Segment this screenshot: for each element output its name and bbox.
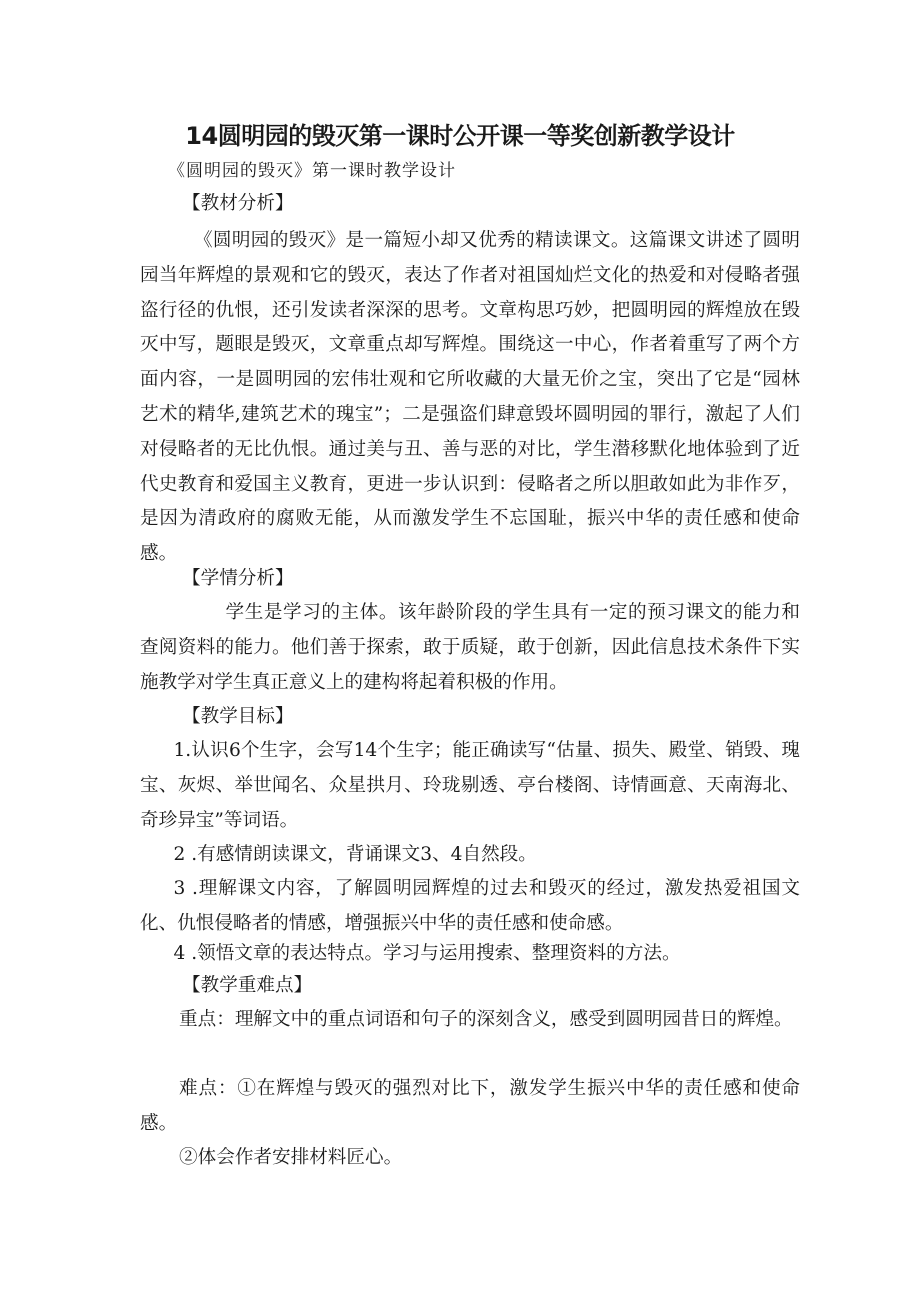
paragraph-difficult-point: 难点：①在辉煌与毁灭的强烈对比下，激发学生振兴中华的责任感和使命感。 [140, 1078, 800, 1134]
goal-item-2: 2 .有感情朗读课文，背诵课文3、4自然段。 [173, 844, 537, 865]
paragraph-key-point: 重点：理解文中的重点词语和句子的深刻含义，感受到圆明园昔日的辉煌。 [179, 1009, 793, 1030]
paragraph-difficult-point-2: ②体会作者安排材料匠心。 [179, 1147, 403, 1168]
paragraph-student-analysis: 学生是学习的主体。该年龄阶段的学生具有一定的预习课文的能力和查阅资料的能力。他们善于探索，敢于质疑，敢于创新，因此信息技术条件下实施教学对学生真正意义上的建构将起着积极的作用。 [140, 602, 800, 693]
goal-item-4: 4 .领悟文章的表达特点。学习与运用搜索、整理资料的方法。 [173, 943, 681, 964]
goal-item-3: 3 .理解课文内容，了解圆明园辉煌的过去和毁灭的经过，激发热爱祖国文化、仇恨侵略者的情感，增强振兴中华的责任感和使命感。 [140, 878, 800, 934]
section-heading-key-points: 【教学重难点】 [182, 975, 313, 996]
paragraph-material-analysis: 《圆明园的毁灭》是一篇短小却又优秀的精读课文。这篇课文讲述了圆明园当年辉煌的景观和它的毁灭，表达了作者对祖国灿烂文化的热爱和对侵略者强盗行径的仇恨，还引发读者深深的思考。文章构思巧妙，把圆明园的辉煌放在毁灭中写，题眼是毁灭，文章重点却写辉煌。围绕这一中心，作者着重写了两个方面内容，一是圆明园的宏伟壮观和它所收藏的大量无价之宝，突出了它是“园林艺术的精华,建筑艺术的瑰宝”；二是强盗们肆意毁坏圆明园的罪行，激起了人们对侵略者的无比仇恨。通过美与丑、善与恶的对比，学生潜移默化地体验到了近代史教育和爱国主义教育，更进一步认识到：侵略者之所以胆敢如此为非作歹，是因为清政府的腐败无能，从而激发学生不忘国耻，振兴中华的责任感和使命感。 [140, 230, 800, 565]
section-heading-material: 【教材分析】 [182, 193, 294, 214]
goal-item-1: 1.认识6个生字，会写14个生字；能正确读写“估量、损失、殿堂、销毁、瑰宝、灰烬、举世闻名、众星拱月、玲珑剔透、亭台楼阁、诗情画意、天南海北、奇珍异宝”等词语。 [140, 740, 800, 831]
document-subtitle: 《圆明园的毁灭》第一课时教学设计 [168, 161, 456, 181]
document-title: 14圆明园的毁灭第一课时公开课一等奖创新教学设计 [185, 122, 735, 150]
section-heading-student: 【学情分析】 [182, 568, 294, 589]
section-heading-goals: 【教学目标】 [182, 706, 294, 727]
